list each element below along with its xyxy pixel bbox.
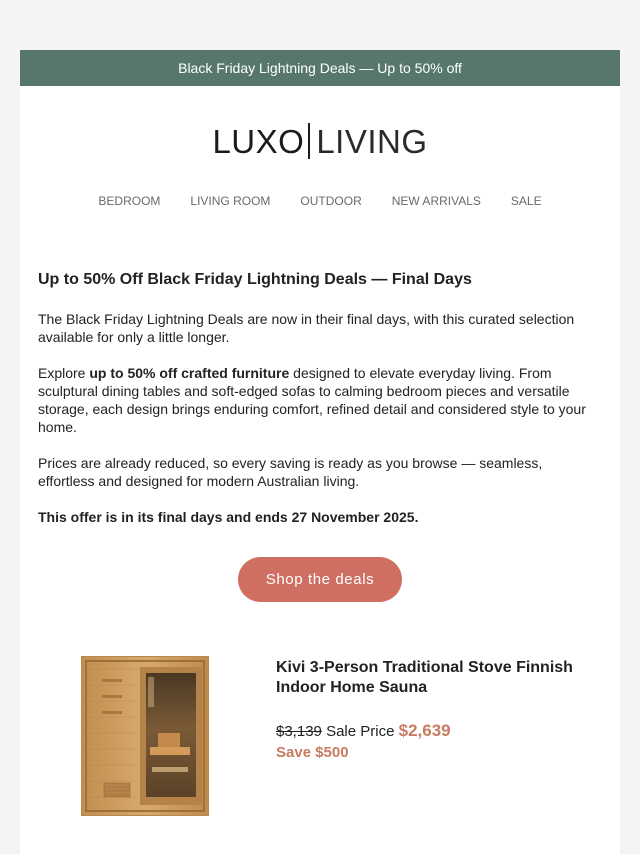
promo-banner[interactable] [20, 50, 620, 86]
product-info [276, 658, 596, 763]
nav-item-bedroom[interactable]: BEDROOM [98, 194, 161, 208]
paragraph-2-highlight: up to 50% off crafted furniture [89, 365, 290, 381]
sale-price: $2,639 [398, 721, 451, 740]
article-heading: Up to 50% Off Black Friday Lightning Deals — Final Days [38, 271, 472, 288]
email-body [20, 50, 620, 854]
paragraph-2-suffix: designed to elevate everyday living. From sculptural dining tables and soft-edged sofas to calming bedroom pieces and versatile storage, each design brings enduring comfort, refined detail and considered style to your home. [38, 365, 586, 435]
main-nav [20, 194, 620, 208]
price-row [276, 720, 596, 743]
brand-logo[interactable] [20, 122, 620, 162]
original-price: $3,139 [276, 723, 322, 740]
logo-part-living: LIVING [316, 123, 428, 160]
cta-wrapper [20, 557, 620, 602]
nav-item-living-room[interactable]: LIVING ROOM [190, 194, 271, 208]
article-paragraph-1: The Black Friday Lightning Deals are now in their final days, with this curated selection available for only a little longer. [38, 311, 575, 345]
article-paragraph-2 [38, 364, 598, 436]
nav-item-sale[interactable]: SALE [510, 194, 542, 208]
sale-price-label: Sale Price [326, 723, 395, 740]
savings-text: Save $500 [276, 744, 349, 761]
nav-item-outdoor[interactable]: OUTDOOR [300, 194, 362, 208]
logo-divider [308, 123, 310, 159]
article-paragraph-3: Prices are already reduced, so every saving is ready as you browse — seamless, effortless and designed for modern Australian living. [38, 455, 543, 489]
paragraph-2-prefix: Explore [38, 365, 90, 381]
wooden-sauna-image[interactable] [82, 657, 208, 815]
promo-banner-text: Black Friday Lightning Deals — Up to 50% off [178, 60, 462, 76]
logo-part-luxo: LUXO [212, 123, 305, 160]
product-title[interactable]: Kivi 3-Person Traditional Stove Finnish Indoor Home Sauna [276, 659, 573, 696]
sauna-illustration [82, 657, 208, 815]
article-content [38, 270, 598, 526]
shop-deals-button[interactable]: Shop the deals [238, 557, 402, 602]
offer-end-notice: This offer is in its final days and ends 27 November 2025. [38, 509, 419, 525]
nav-item-new-arrivals[interactable]: NEW ARRIVALS [391, 194, 481, 208]
